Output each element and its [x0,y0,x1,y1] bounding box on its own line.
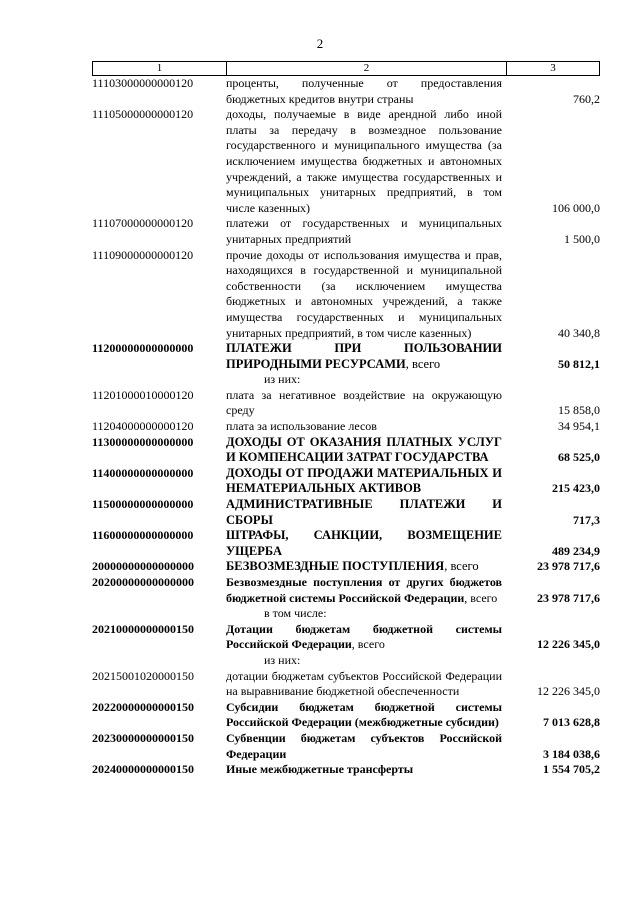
row-description: плата за использование лесов [226,419,377,434]
sub-label-row [92,653,600,669]
table-row [92,669,600,700]
row-amount: 23 978 717,6 [537,559,600,574]
table-row-section [92,341,600,372]
row-description: АДМИНИСТРАТИВНЫЕ ПЛАТЕЖИ И СБОРЫ [226,497,502,527]
row-description-main: ПЛАТЕЖИ ПРИ ПОЛЬЗОВАНИИ ПРИРОДНЫМИ РЕСУРСАМИ [226,341,502,371]
row-amount: 23 978 717,6 [537,590,600,605]
row-amount: 1 554 705,2 [543,762,600,777]
row-amount: 15 858,0 [558,403,600,418]
row-code: 20240000000000150 [92,762,194,777]
table-row [92,107,600,216]
row-description: Субвенции бюджетам субъектов Российской Федерации [226,730,502,761]
row-description-suffix: , всего [464,590,498,605]
revenue-table [92,61,600,778]
row-amount: 68 525,0 [558,450,600,465]
table-row [92,216,600,247]
row-description: плата за негативное воздействие на окружающую среду [226,387,502,418]
row-description: дотации бюджетам субъектов Российской Федерации на выравнивание бюджетной обеспеченности [226,668,502,699]
row-description-main: БЕЗВОЗМЕЗДНЫЕ ПОСТУПЛЕНИЯ [226,559,445,574]
header-col-1: 1 [93,62,227,75]
table-row [92,388,600,419]
row-code: 11300000000000000 [92,434,194,449]
table-row-section [92,762,600,778]
row-amount: 7 013 628,8 [543,715,600,730]
table-row-section [92,622,600,653]
row-code: 11600000000000000 [92,528,194,543]
sub-label-row [92,372,600,388]
row-amount: 489 234,9 [552,543,600,558]
row-amount: 34 954,1 [558,419,600,434]
sub-label-row [92,606,600,622]
row-description: прочие доходы от использования имущества и прав, находящихся в государственной и муниципальной собственности (за исключением имущества бюджетных и автономных учреждений, а также имущества государственных и муниципальных унитарных предприятий, в том числе казенных) [226,247,502,340]
row-description: Иные межбюджетные трансферты [226,762,414,777]
row-description: платежи от государственных и муниципальных унитарных предприятий [226,216,502,246]
row-description: ШТРАФЫ, САНКЦИИ, ВОЗМЕЩЕНИЕ УЩЕРБА [226,528,502,558]
table-row-section [92,559,600,575]
row-code: 11105000000000120 [92,107,194,122]
row-description-suffix: , всего [405,356,441,371]
row-amount: 215 423,0 [552,481,600,496]
row-code: 20220000000000150 [92,699,194,714]
page-number: 2 [316,36,324,51]
sub-label: из них: [264,652,301,667]
table-row-section [92,466,600,497]
row-amount: 1 500,0 [564,231,600,246]
row-amount: 106 000,0 [552,200,600,215]
row-amount: 717,3 [573,512,600,527]
row-description [226,622,502,653]
row-code: 11204000000000120 [92,419,194,434]
table-row-section [92,435,600,466]
row-code: 20200000000000000 [92,575,194,589]
row-description [226,575,502,606]
row-code: 20000000000000000 [92,559,194,574]
row-description: доходы, получаемые в виде арендной либо иной платы за передачу в возмездное пользование государственного и муниципального имущества (за исключением имущества бюджетных и автономных учреждений, а также имущества государственных и муниципальных унитарных предприятий, в том числе казенных) [226,107,502,215]
row-description [226,559,502,575]
table-row [92,419,600,435]
table-header [92,61,600,76]
table-row-section [92,731,600,762]
row-description-suffix: , всего [351,637,385,652]
row-code: 11201000010000120 [92,387,194,402]
row-code: 11200000000000000 [92,341,194,356]
row-description-main: Дотации бюджетам бюджетной системы Российской Федерации [226,621,502,652]
row-code: 20215001020000150 [92,668,194,683]
row-amount: 50 812,1 [558,356,600,371]
table-row [92,248,600,342]
table-row-section [92,497,600,528]
row-description: проценты, полученные от предоставления бюджетных кредитов внутри страны [226,76,502,106]
table-row [92,76,600,107]
row-amount: 12 226 345,0 [537,637,600,652]
table-row-section [92,700,600,731]
sub-label: в том числе: [264,606,327,621]
row-amount: 12 226 345,0 [537,684,600,699]
row-amount: 3 184 038,6 [543,746,600,761]
table-row-section [92,575,600,606]
row-code: 20210000000000150 [92,621,194,636]
row-code: 11400000000000000 [92,465,194,480]
row-description: ДОХОДЫ ОТ ПРОДАЖИ МАТЕРИАЛЬНЫХ И НЕМАТЕРИАЛЬНЫХ АКТИВОВ [226,465,502,496]
row-code: 11107000000000120 [92,216,194,231]
header-col-2: 2 [227,62,507,75]
row-code: 11109000000000120 [92,247,194,262]
row-code: 20230000000000150 [92,730,194,745]
row-amount: 760,2 [573,91,600,106]
row-description-main: Безвозмездные поступления от других бюджетов бюджетной системы Российской Федерации [226,575,502,605]
row-description: Субсидии бюджетам бюджетной системы Российской Федерации (межбюджетные субсидии) [226,699,502,730]
sub-label: из них: [264,372,301,387]
row-amount: 40 340,8 [558,325,600,340]
table-row-section [92,528,600,559]
header-col-3: 3 [550,62,556,74]
row-description: ДОХОДЫ ОТ ОКАЗАНИЯ ПЛАТНЫХ УСЛУГ И КОМПЕНСАЦИИ ЗАТРАТ ГОСУДАРСТВА [226,434,502,465]
row-code: 11103000000000120 [92,76,194,90]
row-description [226,341,502,372]
row-code: 11500000000000000 [92,497,194,512]
row-description-suffix: , всего [444,559,479,574]
